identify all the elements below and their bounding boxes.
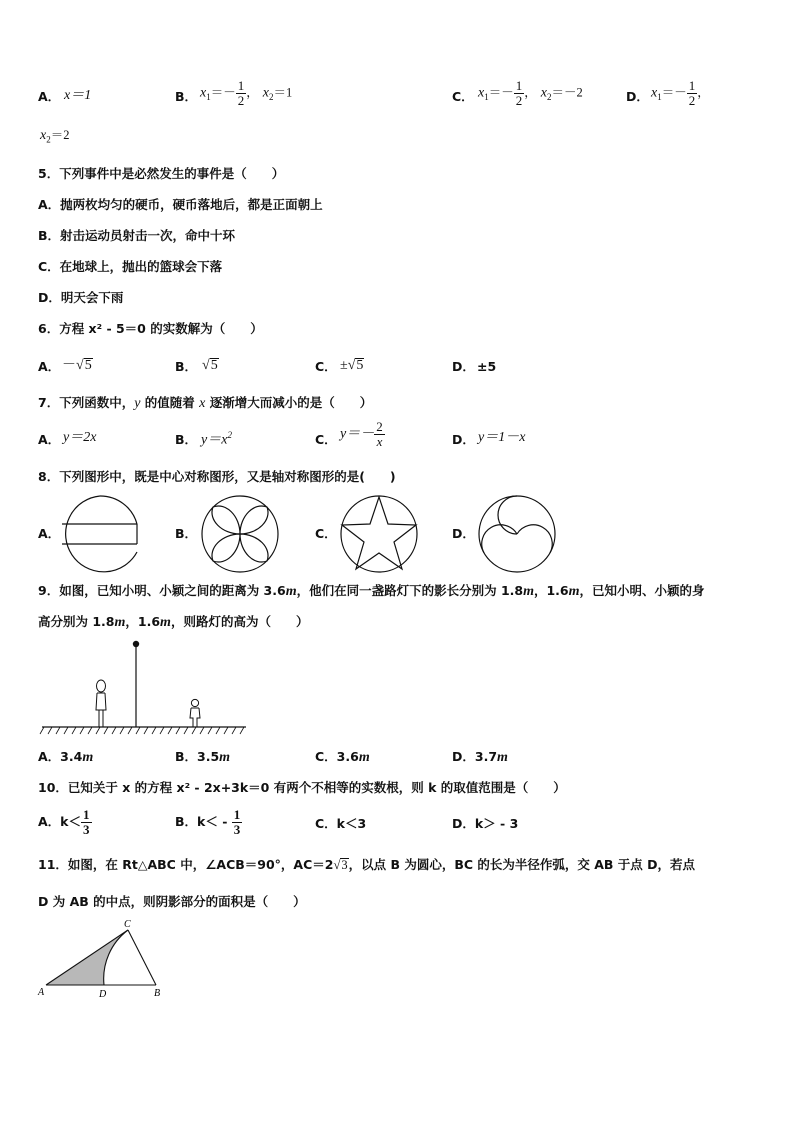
q7-stem: 7．下列函数中，y 的值随着 x 逐渐增大而减小的是（ ） <box>38 395 373 411</box>
q10-option-d: D．k＞ - 3 <box>452 816 519 831</box>
q8-figure-c-star <box>339 494 419 574</box>
q4-option-b-expr: $x_1=-$ $\frac{1}{2}$ ， $x_2=1$ <box>200 78 293 108</box>
q4-option-d-x2: $x_2=2$ <box>40 128 70 145</box>
q6-option-d-label: D． <box>452 359 475 374</box>
q4-option-d-label: D． <box>626 89 649 104</box>
q9-figure-streetlight <box>38 636 250 736</box>
q7-option-b-expr: $y=x^2$ <box>201 430 232 448</box>
q7-option-a-expr: y＝2x <box>63 430 97 445</box>
q6-option-d-value: ±5 <box>477 359 497 374</box>
q6-option-c-expr: ±√5 <box>340 358 364 373</box>
q8-stem: 8．下列图形中，既是中心对称图形，又是轴对称图形的是( ) <box>38 469 396 484</box>
q10-stem: 10．已知关于 x 的方程 x² - 2x+3k＝0 有两个不相等的实数根，则 k 的取值范围是（ ） <box>38 780 566 795</box>
q7-option-c-label: C． <box>315 432 337 447</box>
q8-option-b-label: B． <box>175 526 198 541</box>
q11-figure-triangle <box>36 916 170 1002</box>
q4-option-c-label: C． <box>452 89 474 104</box>
label-c: C <box>124 919 131 930</box>
q6-stem: 6．方程 x² - 5＝0 的实数解为（ ） <box>38 321 263 336</box>
q6-option-a-label: A． <box>38 359 61 374</box>
q4-option-a-label: A． <box>38 89 61 104</box>
q7-option-d-expr: y＝1－x <box>478 430 526 445</box>
q7-option-c-expr: y＝－ $\frac{2}{x}$ <box>340 419 383 449</box>
q7-option-d-label: D． <box>452 432 475 447</box>
q11-stem-line-2: D 为 AB 的中点，则阴影部分的面积是（ ） <box>38 894 306 909</box>
q5-option-a: A．抛两枚均匀的硬币，硬币落地后，都是正面朝上 <box>38 197 323 212</box>
q10-option-b: B．k＜ - $\frac{1}{3}$ <box>175 807 241 837</box>
q7-option-a-label: A． <box>38 432 61 447</box>
q11-stem-line-1: 11．如图，在 Rt△ABC 中，∠ACB＝90°，AC＝2√3，以点 B 为圆心，BC 的长为半径作弧，交 AB 于点 D，若点 <box>38 857 696 872</box>
q6-option-c-label: C． <box>315 359 337 374</box>
q5-stem: 5．下列事件中是必然发生的事件是（ ） <box>38 166 285 181</box>
q9-stem-line-2: 高分别为 1.8m，1.6m，则路灯的高为（ ） <box>38 614 309 630</box>
q4-option-d-expr: $x_1=-$ $\frac{1}{2}$ ， <box>651 78 710 108</box>
label-b: B <box>154 988 161 999</box>
q8-option-d-label: D． <box>452 526 475 541</box>
label-a: A <box>38 987 45 998</box>
q7-option-b-label: B． <box>175 432 198 447</box>
q5-option-d: D．明天会下雨 <box>38 290 124 305</box>
q4-option-c-expr: $x_1=-$ $\frac{1}{2}$ ， $x_2=-2$ <box>478 78 583 108</box>
q6-option-b-label: B． <box>175 359 198 374</box>
q5-option-c: C．在地球上，抛出的篮球会下落 <box>38 259 223 274</box>
q6-option-a-expr: －√5 <box>62 358 92 373</box>
q10-option-c: C．k＜3 <box>315 816 367 831</box>
q9-option-b: B．3.5m <box>175 749 231 765</box>
q8-figure-b-petals <box>200 494 280 574</box>
q10-option-a: A．k＜ $\frac{1}{3}$ <box>38 807 90 837</box>
q8-figure-d-swirl <box>477 494 557 574</box>
label-d: D <box>99 989 107 1000</box>
q8-option-c-label: C． <box>315 526 337 541</box>
q4-option-a-expr: x＝1 <box>64 88 92 103</box>
q9-option-d: D．3.7m <box>452 749 508 765</box>
q5-option-b: B．射击运动员射击一次，命中十环 <box>38 228 236 243</box>
q6-option-b-expr: √5 <box>202 358 218 373</box>
q8-option-a-label: A． <box>38 526 61 541</box>
q9-stem-line-1: 9．如图，已知小明、小颖之间的距离为 3.6m，他们在同一盏路灯下的影长分别为 1.8m，1.6m，已知小明、小颖的身 <box>38 583 705 599</box>
q9-option-c: C．3.6m <box>315 749 370 765</box>
q8-figure-a-circle-e <box>60 494 140 574</box>
q9-option-a: A．3.4m <box>38 749 94 765</box>
q4-option-b-label: B． <box>175 89 198 104</box>
